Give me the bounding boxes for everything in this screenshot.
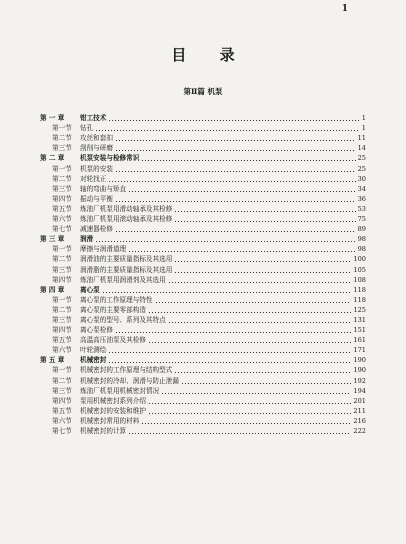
- toc-section-entry: [40, 345, 366, 355]
- toc-entry-number: 第 五 章: [40, 356, 65, 365]
- dot-leader: [174, 372, 351, 373]
- toc-entry-label: [40, 355, 106, 365]
- dot-leader: [115, 140, 356, 141]
- toc-entry-label: [40, 214, 172, 224]
- toc-entry-page: 25: [357, 154, 366, 163]
- toc-entry-title: 润滑脂的主要质量指标及其选用: [80, 265, 173, 274]
- toc-entry-number: 第三节: [52, 144, 72, 153]
- dot-leader: [102, 292, 352, 293]
- toc-section-entry: [40, 426, 366, 436]
- toc-entry-title: 减速器检修: [80, 225, 113, 234]
- toc-entry-page: 125: [353, 305, 366, 314]
- toc-section-entry: [40, 386, 366, 396]
- toc-entry-label: [40, 305, 146, 315]
- toc-entry-number: 第一节: [52, 366, 72, 375]
- toc-entry-label: [40, 194, 113, 204]
- toc-entry-number: 第二节: [52, 134, 72, 143]
- dot-leader: [115, 231, 356, 232]
- toc-entry-number: 第三节: [52, 265, 72, 274]
- toc-entry-title: 攻丝和套扣: [80, 134, 113, 143]
- dot-leader: [148, 403, 351, 404]
- toc-entry-number: 第 三 章: [40, 235, 65, 244]
- toc-entry-page: 75: [357, 215, 366, 224]
- toc-entry-page: 131: [353, 315, 366, 324]
- toc-section-entry: [40, 365, 366, 375]
- toc-entry-title: 机泵安装与检修常识: [80, 154, 140, 163]
- toc-section-entry: [40, 224, 366, 234]
- toc-entry-label: [40, 285, 100, 295]
- toc-section-entry: [40, 214, 366, 224]
- toc-entry-title: 刮削与研磨: [80, 144, 113, 153]
- dot-leader: [128, 191, 355, 192]
- toc-entry-label: [40, 153, 139, 163]
- toc-entry-title: 机械密封常用的材料: [80, 416, 140, 425]
- toc-entry-label: [40, 386, 159, 396]
- dot-leader: [108, 352, 351, 353]
- toc-entry-title: 炼油厂机泵用滚动轴承及其检修: [80, 215, 173, 224]
- toc-entry-number: 第三节: [52, 315, 72, 324]
- toc-entry-number: 第 二 章: [40, 154, 65, 163]
- toc-entry-title: 钻孔: [80, 124, 94, 133]
- toc-entry-number: 第三节: [52, 184, 72, 193]
- toc-section-entry: [40, 325, 366, 335]
- toc-entry-title: 轴的弯曲与矫直: [80, 184, 127, 193]
- toc-entry-number: 第二节: [52, 376, 72, 385]
- toc-entry-label: [40, 335, 146, 345]
- table-of-contents: [40, 113, 366, 436]
- toc-entry-title: 离心泵的工作原理与特性: [80, 295, 153, 304]
- toc-section-entry: [40, 406, 366, 416]
- toc-entry-label: [40, 265, 172, 275]
- dot-leader: [108, 181, 355, 182]
- toc-entry-number: 第五节: [52, 204, 72, 213]
- toc-entry-label: [40, 376, 179, 386]
- toc-entry-page: 190: [353, 356, 366, 365]
- toc-entry-label: [40, 244, 126, 254]
- toc-entry-page: 30: [357, 174, 366, 183]
- toc-section-entry: [40, 315, 366, 325]
- toc-section-entry: [40, 174, 366, 184]
- toc-entry-label: [40, 406, 146, 416]
- toc-entry-number: 第四节: [52, 194, 72, 203]
- toc-entry-page: 201: [353, 396, 366, 405]
- toc-entry-number: 第 一 章: [40, 114, 65, 123]
- toc-chapter-entry: [40, 285, 366, 295]
- toc-entry-number: 第 四 章: [40, 285, 65, 294]
- toc-entry-page: 14: [357, 144, 366, 153]
- dot-leader: [108, 120, 359, 121]
- toc-entry-number: 第六节: [52, 416, 72, 425]
- toc-entry-title: 机械密封的工作原理与结构型式: [80, 366, 173, 375]
- toc-entry-number: 第二节: [52, 174, 72, 183]
- page-title: 目 录: [171, 46, 249, 64]
- toc-section-entry: [40, 194, 366, 204]
- toc-entry-number: 第一节: [52, 124, 72, 133]
- dot-leader: [148, 342, 351, 343]
- toc-chapter-entry: [40, 113, 366, 123]
- toc-entry-number: 第一节: [52, 295, 72, 304]
- toc-section-entry: [40, 133, 366, 143]
- toc-entry-label: [40, 184, 126, 194]
- dot-leader: [141, 423, 351, 424]
- toc-entry-number: 第七节: [52, 225, 72, 234]
- toc-chapter-entry: [40, 234, 366, 244]
- toc-entry-label: [40, 426, 126, 436]
- toc-section-entry: [40, 204, 366, 214]
- dot-leader: [108, 362, 351, 363]
- toc-entry-label: [40, 174, 106, 184]
- toc-entry-label: [40, 164, 113, 174]
- toc-entry-page: 161: [353, 336, 366, 345]
- dot-leader: [141, 160, 355, 161]
- toc-entry-title: 机械密封: [80, 356, 107, 365]
- toc-chapter-entry: [40, 355, 366, 365]
- toc-section-entry: [40, 396, 366, 406]
- toc-entry-label: [40, 133, 113, 143]
- dot-leader: [148, 413, 351, 414]
- dot-leader: [128, 251, 355, 252]
- toc-section-entry: [40, 335, 366, 345]
- toc-entry-page: 25: [357, 164, 366, 173]
- toc-entry-title: 机泵的安装: [80, 164, 113, 173]
- dot-leader: [115, 332, 351, 333]
- toc-entry-page: 105: [353, 265, 366, 274]
- toc-section-entry: [40, 143, 366, 153]
- toc-entry-number: 第六节: [52, 215, 72, 224]
- dot-leader: [161, 393, 351, 394]
- toc-entry-title: 炼油厂机泵用润滑剂及其选用: [80, 275, 166, 284]
- dot-leader: [115, 201, 356, 202]
- dot-leader: [168, 322, 352, 323]
- toc-section-entry: [40, 184, 366, 194]
- toc-entry-title: 叶轮测绘: [80, 346, 107, 355]
- toc-section-entry: [40, 305, 366, 315]
- toc-entry-page: 216: [353, 416, 366, 425]
- toc-entry-page: 108: [353, 275, 366, 284]
- toc-section-entry: [40, 244, 366, 254]
- toc-entry-page: 118: [353, 295, 366, 304]
- toc-entry-number: 第二节: [52, 255, 72, 264]
- toc-section-entry: [40, 254, 366, 264]
- toc-entry-title: 炼油厂机泵用机械密封情况: [80, 386, 160, 395]
- dot-leader: [148, 312, 351, 313]
- toc-entry-page: 151: [353, 326, 366, 335]
- toc-entry-label: [40, 275, 166, 285]
- dot-leader: [174, 221, 355, 222]
- part-heading: 第Ⅱ篇 机泵: [183, 87, 223, 96]
- toc-entry-number: 第五节: [52, 336, 72, 345]
- toc-entry-page: 100: [353, 255, 366, 264]
- dot-leader: [181, 383, 352, 384]
- toc-section-entry: [40, 264, 366, 274]
- dot-leader: [115, 150, 356, 151]
- dot-leader: [168, 282, 352, 283]
- toc-section-entry: [40, 123, 366, 133]
- toc-section-entry: [40, 295, 366, 305]
- toc-entry-page: 11: [357, 134, 366, 143]
- dot-leader: [174, 211, 355, 212]
- toc-entry-page: 1: [361, 124, 366, 133]
- toc-entry-title: 对轮找正: [80, 174, 107, 183]
- toc-entry-number: 第一节: [52, 245, 72, 254]
- dot-leader: [155, 302, 352, 303]
- toc-entry-title: 离心泵: [80, 285, 100, 294]
- toc-entry-title: 离心泵的型号、系列及其特点: [80, 315, 166, 324]
- toc-entry-title: 机械密封的计算: [80, 427, 127, 435]
- toc-entry-title: 摩擦与润滑道理: [80, 245, 127, 254]
- toc-entry-page: 171: [353, 346, 366, 355]
- toc-entry-title: 机械密封的冷却、润滑与防止泄漏: [80, 376, 179, 385]
- toc-entry-page: 36: [357, 194, 366, 203]
- toc-entry-number: 第六节: [52, 346, 72, 355]
- toc-entry-number: 第三节: [52, 386, 72, 395]
- toc-entry-label: [40, 396, 146, 406]
- toc-entry-label: [40, 143, 113, 153]
- toc-section-entry: [40, 163, 366, 173]
- toc-entry-label: [40, 204, 172, 214]
- toc-section-entry: [40, 416, 366, 426]
- toc-entry-number: 第五节: [52, 406, 72, 415]
- toc-entry-page: 118: [353, 285, 366, 294]
- toc-entry-page: 53: [357, 204, 366, 213]
- toc-entry-title: 润滑油的主要质量指标及其选用: [80, 255, 173, 264]
- toc-entry-title: 离心泵的主要零部构造: [80, 305, 146, 314]
- toc-entry-number: 第四节: [52, 326, 72, 335]
- toc-entry-title: 炼油厂机泵用滑动轴承及其检修: [80, 204, 173, 213]
- toc-entry-label: [40, 123, 93, 133]
- toc-entry-page: 194: [353, 386, 366, 395]
- toc-entry-title: 机械密封的安装和维护: [80, 406, 146, 415]
- dot-leader: [115, 171, 356, 172]
- toc-entry-label: [40, 325, 113, 335]
- toc-entry-label: [40, 345, 106, 355]
- dot-leader: [174, 272, 351, 273]
- dot-leader: [128, 433, 351, 434]
- toc-chapter-entry: [40, 153, 366, 163]
- toc-entry-label: [40, 113, 106, 123]
- toc-entry-page: 1: [361, 114, 366, 123]
- dot-leader: [95, 130, 360, 131]
- toc-section-entry: [40, 275, 366, 285]
- toc-entry-title: 振动与平衡: [80, 194, 113, 203]
- toc-entry-page: 222: [353, 427, 366, 435]
- toc-entry-number: 第四节: [52, 275, 72, 284]
- page-number: 1: [341, 4, 348, 14]
- toc-entry-label: [40, 365, 172, 375]
- toc-entry-number: 第二节: [52, 305, 72, 314]
- toc-entry-page: 190: [353, 366, 366, 375]
- toc-entry-title: 高温高压油泵及其检修: [80, 336, 146, 345]
- toc-entry-page: 211: [353, 406, 366, 415]
- toc-entry-page: 98: [357, 245, 366, 254]
- toc-entry-number: 第四节: [52, 396, 72, 405]
- toc-entry-title: 润滑: [80, 235, 94, 244]
- toc-entry-page: 89: [357, 225, 366, 234]
- toc-entry-label: [40, 224, 113, 234]
- toc-entry-label: [40, 315, 166, 325]
- toc-entry-title: 离心泵检修: [80, 326, 113, 335]
- toc-entry-number: 第一节: [52, 164, 72, 173]
- toc-section-entry: [40, 375, 366, 385]
- toc-entry-page: 192: [353, 376, 366, 385]
- toc-entry-label: [40, 254, 172, 264]
- toc-entry-label: [40, 234, 93, 244]
- toc-entry-number: 第七节: [52, 427, 72, 435]
- dot-leader: [95, 241, 355, 242]
- toc-entry-page: 98: [357, 235, 366, 244]
- toc-entry-label: [40, 295, 153, 305]
- toc-entry-title: 钳工技术: [80, 114, 107, 123]
- toc-entry-label: [40, 416, 139, 426]
- dot-leader: [174, 261, 351, 262]
- toc-entry-page: 34: [357, 184, 366, 193]
- toc-entry-title: 泵用机械密封系列介绍: [80, 396, 146, 405]
